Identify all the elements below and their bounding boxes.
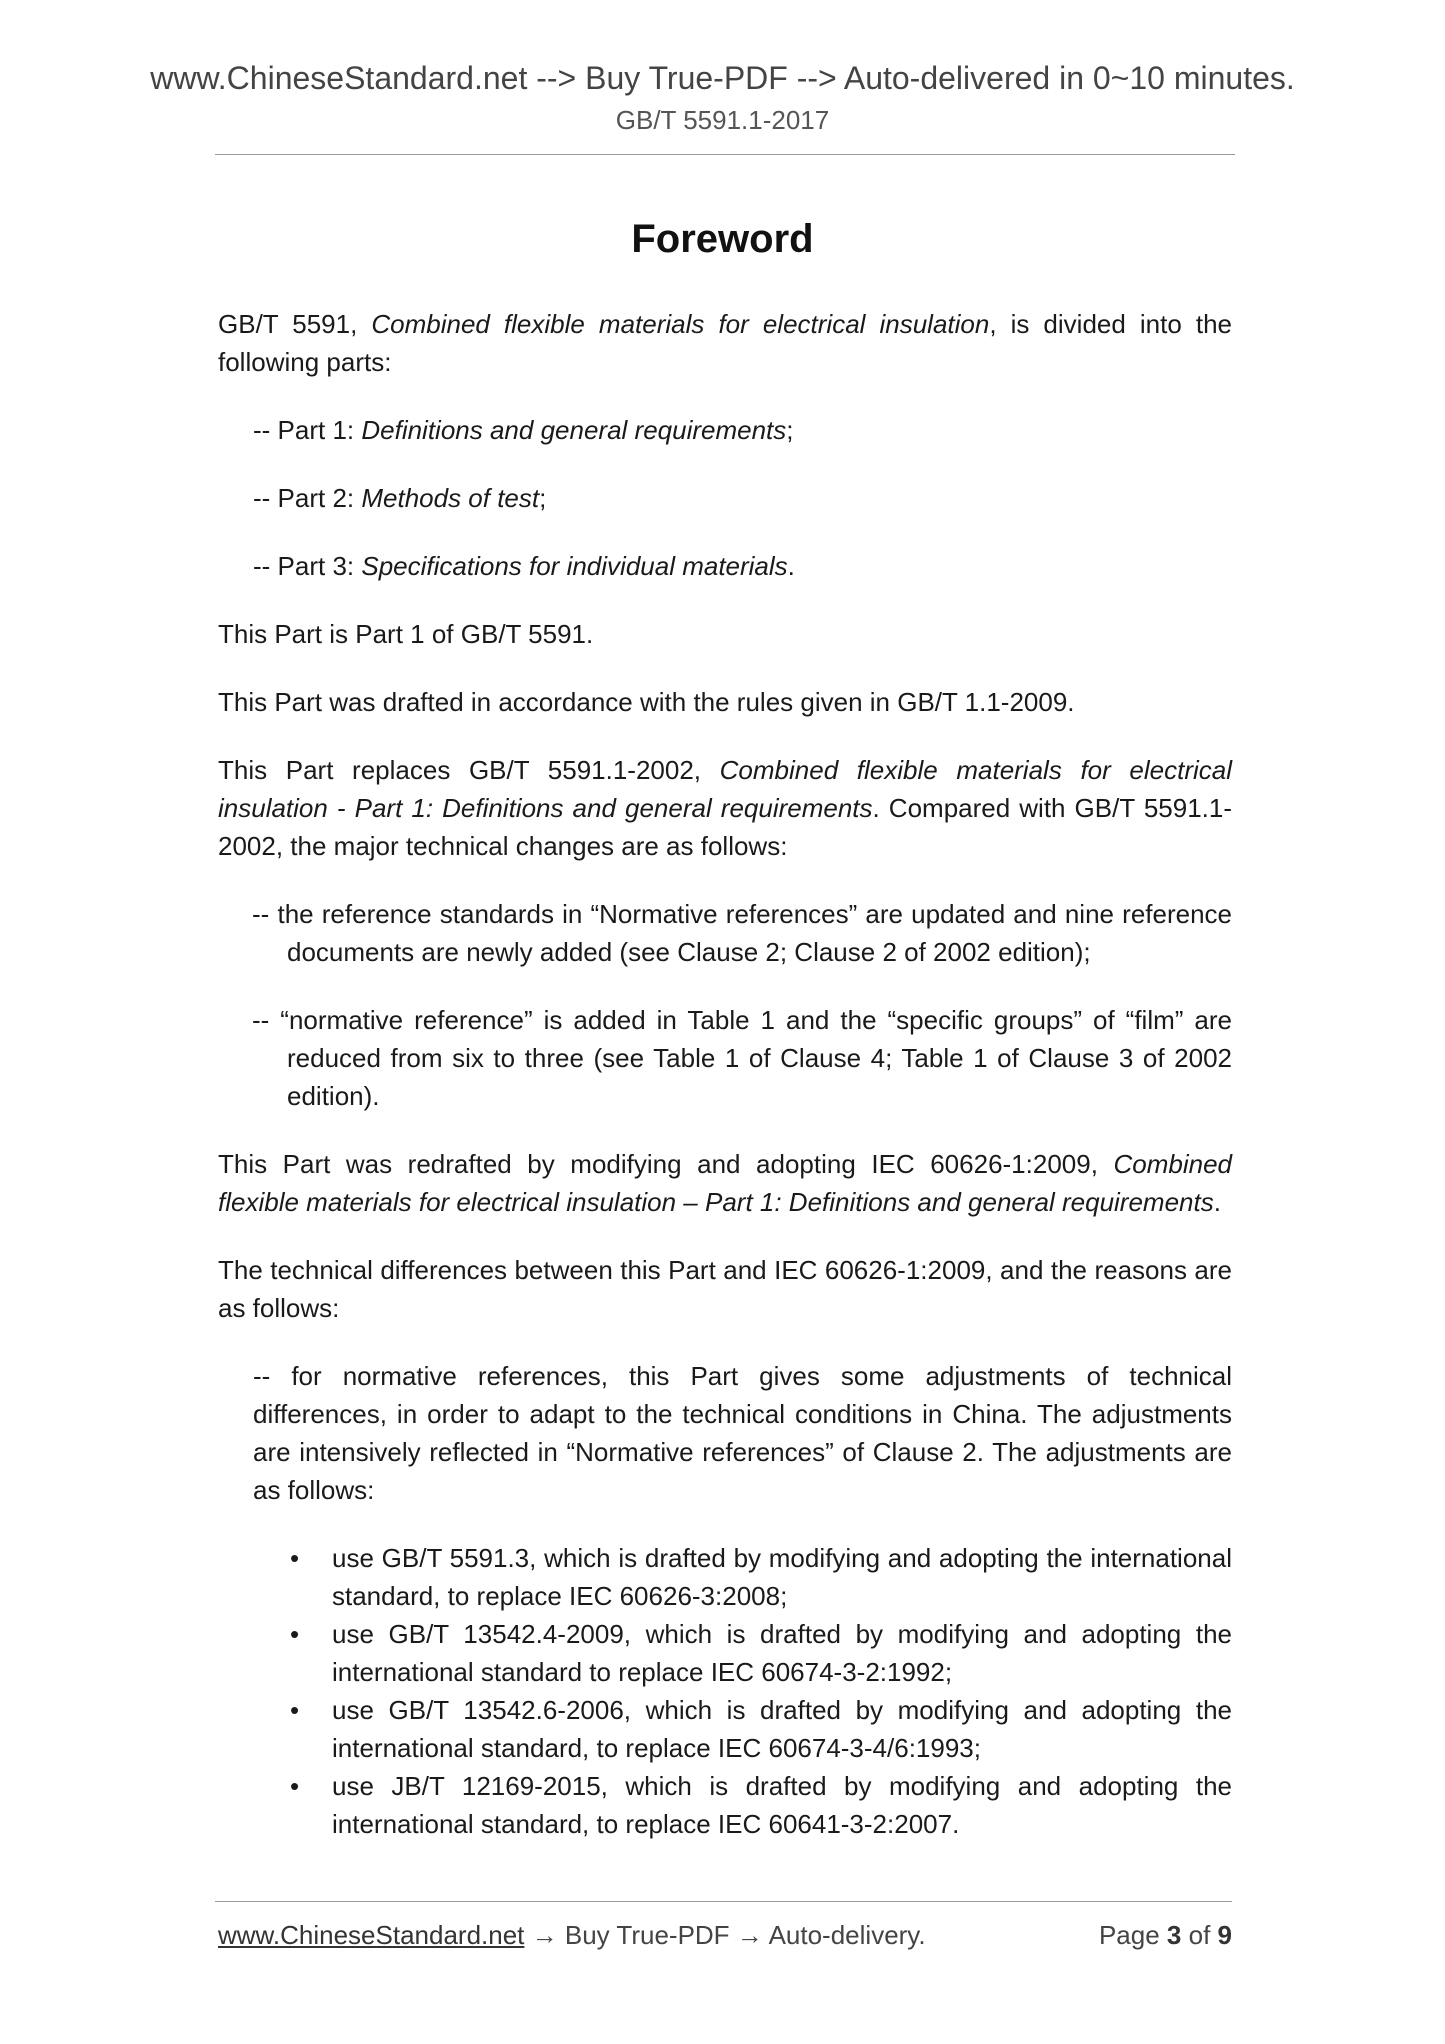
intro-text-end: , is divided into the following parts: (218, 309, 1232, 377)
replacement-paragraph (218, 751, 1232, 865)
change-item: -- the reference standards in “Normative references” are updated and nine reference documents are newly added (see Clause 2; Clause 2 of 2002 edition); (252, 899, 1232, 967)
list-item (290, 1691, 1232, 1767)
differences-paragraph: The technical differences between this Part and IEC 60626-1:2009, and the reasons are as follows: (218, 1255, 1232, 1323)
list-item-text: use GB/T 13542.6-2006, which is drafted by modifying and adopting the international standard, to replace IEC 60674-3-4/6:1993; (332, 1695, 1232, 1763)
replaced-title: Combined flexible materials for electrical insulation - Part 1: Definitions and general requirements (218, 755, 1233, 823)
standard-code: GB/T 5591.1-2017 (615, 105, 830, 135)
part-suffix: ; (786, 415, 794, 445)
change-item: -- “normative reference” is added in Table 1 and the “specific groups” of “film” are reduced from six to three (see Table 1 of Clause 4; Table 1 of Clause 3 of 2002 edition). (252, 1005, 1232, 1111)
list-item-text: use GB/T 5591.3, which is drafted by modifying and adopting the international standard, to replace IEC 60626-3:2008; (332, 1543, 1232, 1611)
replacement-text: This Part replaces GB/T 5591.1-2002, (218, 755, 720, 785)
part-statement: This Part is Part 1 of GB/T 5591. (218, 619, 594, 649)
part-prefix: -- Part 1: (253, 415, 362, 445)
footer-tagline: → Buy True-PDF → Auto-delivery. (524, 1920, 926, 1950)
part-suffix: ; (539, 483, 547, 513)
foreword-body (218, 305, 1232, 1843)
page-footer (218, 1915, 1232, 1955)
adoption-text-end: . (1213, 1187, 1221, 1217)
bullet-icon: • (290, 1695, 300, 1725)
page-total: 9 (1217, 1920, 1232, 1950)
list-item (290, 1615, 1232, 1691)
of-label: of (1181, 1920, 1218, 1950)
header-divider (215, 154, 1235, 155)
footer-site-link[interactable]: www.ChineseStandard.net (218, 1920, 525, 1950)
part-item (218, 547, 1232, 585)
normative-adjustments: -- for normative references, this Part gives some adjustments of technical differences, in order to adapt to the technical conditions in China. The adjustments are intensively reflected in “Normative references” of Clause 2. The adjustments are as follows: (253, 1361, 1232, 1505)
page-label: Page (1098, 1920, 1167, 1950)
part-name: Methods of test (361, 483, 540, 513)
list-item (290, 1767, 1232, 1843)
replacement-text-end: . Compared with GB/T 5591.1-2002, the major technical changes are as follows: (218, 793, 1232, 861)
drafting-rules: This Part was drafted in accordance with the rules given in GB/T 1.1-2009. (218, 687, 1075, 717)
page-indicator (1099, 1915, 1232, 1955)
adoption-text: This Part was redrafted by modifying and adopting IEC 60626-1:2009, (218, 1149, 1114, 1179)
part-prefix: -- Part 3: (253, 551, 362, 581)
part-item (218, 479, 1232, 517)
list-item-text: use JB/T 12169-2015, which is drafted by modifying and adopting the international standard, to replace IEC 60641-3-2:2007. (332, 1771, 1232, 1839)
iec-title: Combined flexible materials for electrical insulation – Part 1: Definitions and general requirements (218, 1149, 1232, 1217)
adjustment-list (218, 1539, 1232, 1843)
intro-text: GB/T 5591, (218, 309, 372, 339)
part-suffix: . (787, 551, 795, 581)
part-prefix: -- Part 2: (253, 483, 362, 513)
intro-paragraph (218, 305, 1232, 381)
list-item (290, 1539, 1232, 1615)
bullet-icon: • (290, 1771, 300, 1801)
adoption-paragraph (218, 1145, 1232, 1221)
header-banner: www.ChineseStandard.net --> Buy True-PDF --> Auto-delivered in 0~10 minutes. (150, 60, 1295, 96)
part-name: Definitions and general requirements (361, 415, 787, 445)
page-title: Foreword (631, 217, 814, 261)
part-item (218, 411, 1232, 449)
part-name: Specifications for individual materials (361, 551, 788, 581)
footer-divider (215, 1901, 1232, 1902)
bullet-icon: • (290, 1619, 300, 1649)
page-number: 3 (1166, 1920, 1182, 1950)
list-item-text: use GB/T 13542.4-2009, which is drafted by modifying and adopting the international standard to replace IEC 60674-3-2:1992; (332, 1619, 1232, 1687)
standard-title: Combined flexible materials for electrical insulation (371, 309, 990, 339)
bullet-icon: • (290, 1543, 300, 1573)
